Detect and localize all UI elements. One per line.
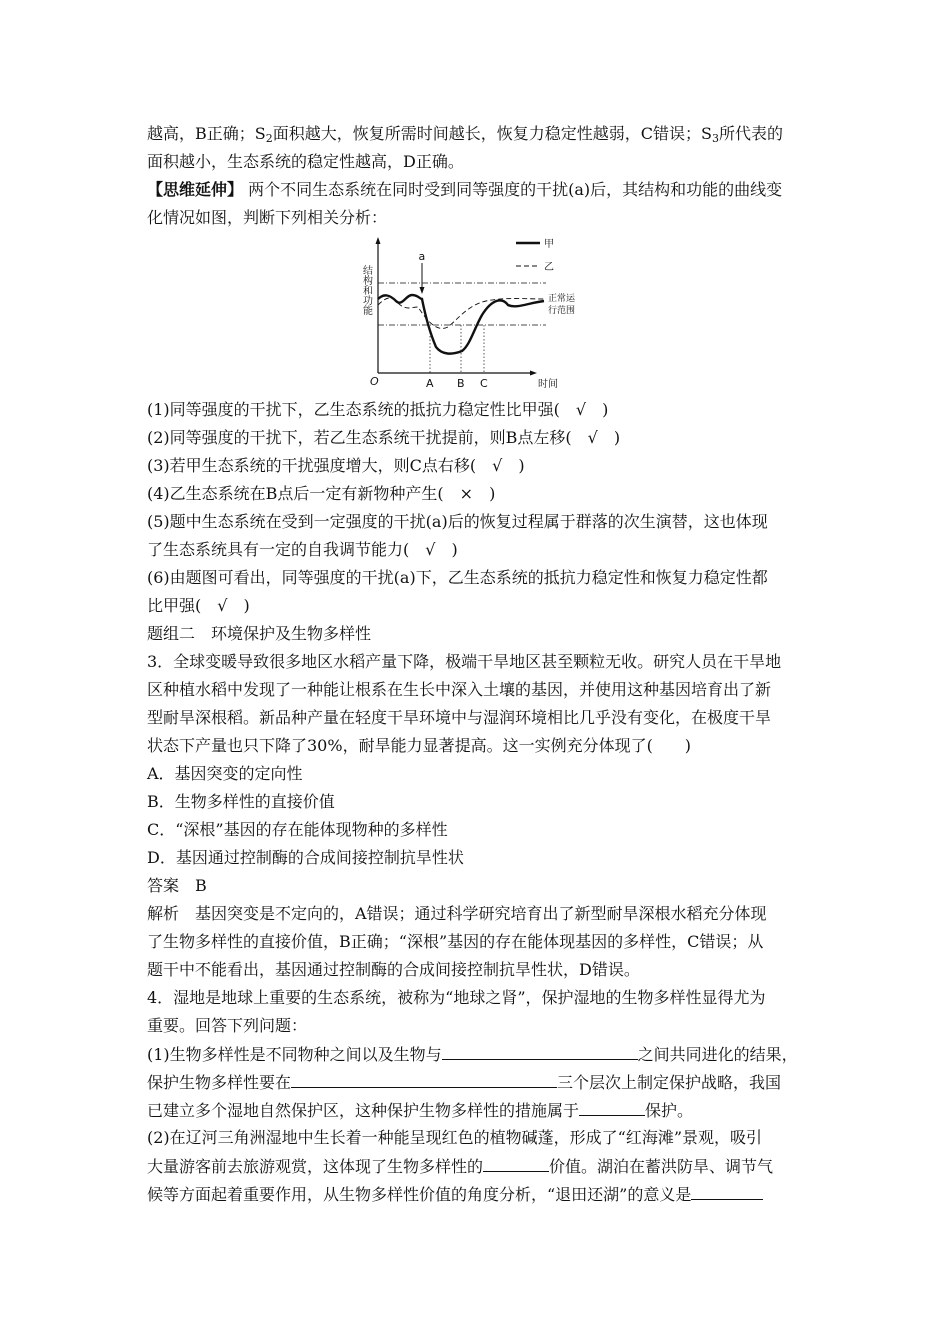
judgement-item: (5)题中生态系统在受到一定强度的干扰(a)后的恢复过程属于群落的次生演替，这也体现 bbox=[147, 512, 768, 531]
question-text: 型耐旱深根稻。新品种产量在轻度干旱环境中与湿润环境相比几乎没有变化，在极度干旱 bbox=[147, 708, 772, 727]
disturbance-label: a bbox=[418, 250, 426, 263]
analysis-text: 解析 基因突变是不定向的，A错误；通过科学研究培育出了新型耐旱深根水稻充分体现 bbox=[147, 904, 767, 923]
judgement-item: (6)由题图可看出，同等强度的干扰(a)下，乙生态系统的抵抗力稳定性和恢复力稳定性都 bbox=[147, 568, 768, 587]
text-line: 化情况如图，判断下列相关分析： bbox=[147, 208, 388, 227]
judgement-item: (1)同等强度的干扰下，乙生态系统的抵抗力稳定性比甲强( √ ) bbox=[147, 400, 609, 419]
question-text: 重要。回答下列问题： bbox=[147, 1016, 308, 1035]
stability-curve-figure bbox=[356, 233, 596, 393]
tick-label-a: A bbox=[426, 377, 434, 390]
disturbance-arrow-head bbox=[420, 287, 425, 294]
section-tag: 【思维延伸】 bbox=[147, 180, 244, 199]
answer: 答案 B bbox=[147, 876, 207, 895]
judgement-item: (3)若甲生态系统的干扰强度增大，则C点右移( √ ) bbox=[147, 456, 525, 475]
section-heading: 题组二 环境保护及生物多样性 bbox=[147, 624, 372, 643]
option-d: D．基因通过控制酶的合成间接控制抗旱性状 bbox=[147, 848, 464, 867]
tick-label-b: B bbox=[457, 377, 465, 390]
question-text: 4．湿地是地球上重要的生态系统，被称为“地球之肾”，保护湿地的生物多样性显得尤为 bbox=[147, 988, 766, 1007]
answer-blank[interactable] bbox=[691, 1184, 763, 1200]
range-label-2: 行范围 bbox=[548, 306, 576, 316]
y-axis-label: 结构和功能 bbox=[360, 265, 372, 315]
judgement-item: (2)同等强度的干扰下，若乙生态系统干扰提前，则B点左移( √ ) bbox=[147, 428, 621, 447]
question-text: 保护生物多样性要在 三个层次上制定保护战略，我国 bbox=[147, 1073, 782, 1092]
answer-blank[interactable] bbox=[483, 1156, 549, 1172]
x-axis-label: 时间 bbox=[538, 379, 558, 390]
range-label-1: 正常运 bbox=[548, 294, 576, 304]
question-text: (2)在辽河三角洲湿地中生长着一种能呈现红色的植物碱蓬，形成了“红海滩”景观，吸引 bbox=[147, 1128, 763, 1147]
judgement-item: (4)乙生态系统在B点后一定有新物种产生( × ) bbox=[147, 484, 496, 503]
answer-blank[interactable] bbox=[579, 1100, 645, 1116]
option-c: C．“深根”基因的存在能体现物种的多样性 bbox=[147, 820, 448, 839]
text-line: 【思维延伸】 两个不同生态系统在同时受到同等强度的干扰(a)后，其结构和功能的曲线变 bbox=[147, 180, 783, 199]
analysis-text: 了生物多样性的直接价值，B正确；“深根”基因的存在能体现基因的多样性，C错误；从 bbox=[147, 932, 764, 951]
legend-jia-label: 甲 bbox=[544, 239, 554, 250]
question-text: 区种植水稻中发现了一种能让根系在生长中深入土壤的基因，并使用这种基因培育出了新 bbox=[147, 680, 772, 699]
question-text: 状态下产量也只下降了30%，耐旱能力显著提高。这一实例充分体现了( ) bbox=[147, 736, 692, 755]
question-text: 3．全球变暖导致很多地区水稻产量下降，极端干旱地区甚至颗粒无收。研究人员在干旱地 bbox=[147, 652, 782, 671]
x-axis-arrow bbox=[530, 371, 537, 376]
question-text: 候等方面起着重要作用，从生物多样性价值的角度分析，“退田还湖”的意义是 bbox=[147, 1184, 763, 1205]
judgement-item: 了生态系统具有一定的自我调节能力( √ ) bbox=[147, 540, 458, 559]
y-axis-arrow bbox=[376, 237, 381, 244]
question-text: 已建立多个湿地自然保护区，这种保护生物多样性的措施属于 保护。 bbox=[147, 1101, 694, 1120]
answer-blank[interactable] bbox=[442, 1044, 638, 1060]
legend-yi-label: 乙 bbox=[544, 262, 554, 273]
text-line: 面积越小，生态系统的稳定性越高，D正确。 bbox=[147, 152, 464, 171]
answer-blank[interactable] bbox=[291, 1072, 557, 1088]
text-line: 越高，B正确；$S_2$面积越大，恢复所需时间越长，恢复力稳定性越弱，C错误；$S_3$所代表的 bbox=[147, 124, 783, 145]
tick-label-c: C bbox=[480, 377, 488, 390]
curve-jia bbox=[378, 295, 544, 354]
option-b: B．生物多样性的直接价值 bbox=[147, 792, 335, 811]
judgement-item: 比甲强( √ ) bbox=[147, 596, 250, 615]
analysis-text: 题干中不能看出，基因通过控制酶的合成间接控制抗旱性状，D错误。 bbox=[147, 960, 640, 979]
option-a: A．基因突变的定向性 bbox=[147, 764, 303, 783]
question-text: (1)生物多样性是不同物种之间以及生物与 之间共同进化的结果， bbox=[147, 1045, 798, 1064]
question-text: 大量游客前去旅游观赏，这体现了生物多样性的 价值。湖泊在蓄洪防旱、调节气 bbox=[147, 1157, 774, 1176]
origin-label: O bbox=[370, 375, 379, 388]
